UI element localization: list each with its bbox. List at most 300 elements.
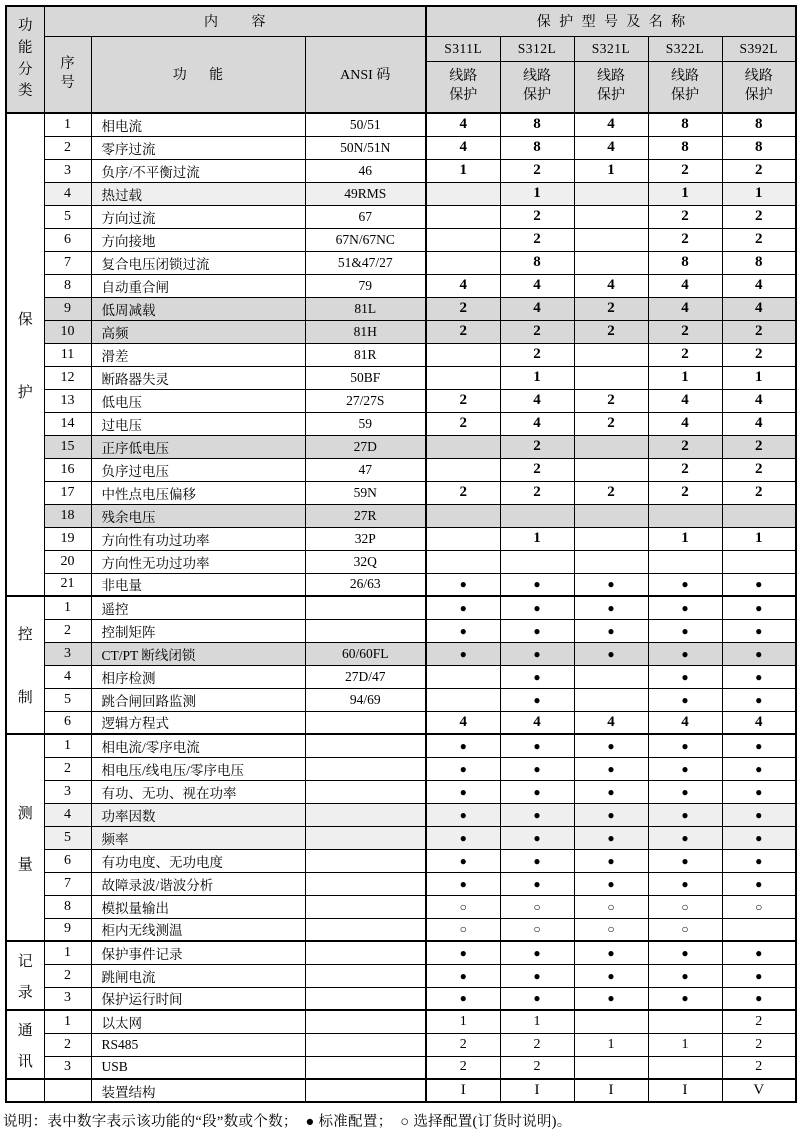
header-content [44,6,426,36]
ansi-code: 27D [305,435,426,458]
value-cell: 2 [426,389,500,412]
value-cell [648,1010,722,1033]
spec-table [5,5,797,1103]
value-cell: ● [648,619,722,642]
value-cell: ● [426,780,500,803]
ansi-code [305,918,426,941]
ansi-code: 59 [305,412,426,435]
value-cell: ● [574,941,648,964]
header-class-col [6,6,44,113]
value-cell: 4 [722,297,796,320]
ansi-code: 50/51 [305,113,426,136]
value-cell: ● [648,642,722,665]
section-label [6,113,44,596]
value-cell: ● [574,849,648,872]
function-name: 零序过流 [91,136,305,159]
row-number: 2 [44,1033,91,1056]
table-row [6,619,796,642]
value-cell: ● [722,734,796,757]
header-models-group [426,6,796,36]
table-row [6,941,796,964]
value-cell: 2 [648,159,722,182]
value-cell: ○ [500,895,574,918]
value-cell [648,550,722,573]
value-cell: ● [722,688,796,711]
value-cell: ● [500,642,574,665]
row-number: 5 [44,826,91,849]
seq-label: 序号 [60,55,75,92]
empty-ansi-cell [305,1079,426,1102]
structure-value: I [426,1079,500,1102]
value-cell: ● [722,826,796,849]
value-cell: 2 [500,205,574,228]
table-row [6,895,796,918]
value-cell: ● [574,826,648,849]
value-cell [574,182,648,205]
value-cell: 4 [426,274,500,297]
table-row [6,573,796,596]
table-row [6,826,796,849]
value-cell: 1 [722,527,796,550]
value-cell: ○ [500,918,574,941]
value-cell: 2 [500,1033,574,1056]
value-cell [426,665,500,688]
value-cell: 1 [426,1010,500,1033]
value-cell [722,918,796,941]
function-name: 断路器失灵 [91,366,305,389]
value-cell: 1 [574,159,648,182]
value-cell: ○ [426,895,500,918]
value-cell: 4 [648,297,722,320]
model-type-s322l: 线路保护 [648,61,722,113]
value-cell [426,251,500,274]
function-name: 自动重合闸 [91,274,305,297]
function-name: 方向接地 [91,228,305,251]
row-number: 4 [44,182,91,205]
ansi-code: 27R [305,504,426,527]
value-cell [426,504,500,527]
value-cell: 2 [648,435,722,458]
value-cell: ● [500,849,574,872]
value-cell: 1 [500,1010,574,1033]
row-number: 16 [44,458,91,481]
ansi-code: 67 [305,205,426,228]
value-cell: 4 [500,711,574,734]
function-name: 相电压/线电压/零序电压 [91,757,305,780]
value-cell: 2 [648,228,722,251]
function-name: 以太网 [91,1010,305,1033]
row-number: 18 [44,504,91,527]
function-name: 有功、无功、视在功率 [91,780,305,803]
value-cell: 2 [648,205,722,228]
function-name: RS485 [91,1033,305,1056]
value-cell: ● [648,665,722,688]
row-number: 6 [44,711,91,734]
function-name: 逻辑方程式 [91,711,305,734]
row-number: 3 [44,159,91,182]
func-label: 功能 [172,68,246,84]
function-name: USB [91,1056,305,1079]
function-name: 相电流 [91,113,305,136]
value-cell: 8 [648,113,722,136]
value-cell: 2 [426,1056,500,1079]
value-cell: 2 [722,320,796,343]
table-body [6,113,796,1102]
value-cell [574,1056,648,1079]
value-cell: ● [500,665,574,688]
value-cell: 4 [426,136,500,159]
value-cell: ● [426,734,500,757]
value-cell: ● [426,826,500,849]
model-type-s392l: 线路保护 [722,61,796,113]
value-cell: 2 [722,343,796,366]
value-cell: 2 [722,228,796,251]
value-cell: 1 [500,527,574,550]
value-cell: ● [500,734,574,757]
value-cell [426,228,500,251]
model-name-s322l: S322L [648,36,722,61]
ansi-code [305,826,426,849]
value-cell: 8 [722,113,796,136]
value-cell [426,458,500,481]
value-cell: 2 [574,320,648,343]
value-cell: ● [648,826,722,849]
function-name: 遥控 [91,596,305,619]
ansi-code: 59N [305,481,426,504]
value-cell: ● [722,619,796,642]
value-cell: ● [574,987,648,1010]
function-name: 跳闸电流 [91,964,305,987]
section-label [6,1010,44,1079]
table-row [6,297,796,320]
function-name: 残余电压 [91,504,305,527]
function-name: 低电压 [91,389,305,412]
table-row [6,711,796,734]
value-cell: 2 [722,481,796,504]
value-cell: 2 [500,1056,574,1079]
section-label [6,596,44,734]
value-cell: 1 [648,1033,722,1056]
value-cell: 2 [500,481,574,504]
table-row [6,688,796,711]
value-cell: 2 [426,1033,500,1056]
value-cell: 4 [648,389,722,412]
value-cell: 1 [574,1033,648,1056]
value-cell: 2 [648,481,722,504]
value-cell: 2 [648,320,722,343]
models-group-label: 保护型号及名称 [536,15,694,31]
value-cell: ○ [648,895,722,918]
value-cell: ● [500,872,574,895]
ansi-code: 49RMS [305,182,426,205]
value-cell: 2 [574,297,648,320]
value-cell: ● [722,780,796,803]
ansi-code: 81H [305,320,426,343]
function-name: 模拟量输出 [91,895,305,918]
value-cell: ● [500,780,574,803]
function-name: 高频 [91,320,305,343]
value-cell: 4 [574,274,648,297]
row-number: 10 [44,320,91,343]
value-cell [648,1056,722,1079]
ansi-code: 79 [305,274,426,297]
value-cell: ● [500,757,574,780]
value-cell: ● [426,941,500,964]
function-name: 低周减载 [91,297,305,320]
ansi-code: 46 [305,159,426,182]
function-name: 柜内无线测温 [91,918,305,941]
ansi-code [305,757,426,780]
value-cell: ● [648,941,722,964]
value-cell: 2 [722,1033,796,1056]
value-cell [574,504,648,527]
function-name: 负序/不平衡过流 [91,159,305,182]
value-cell: ● [574,619,648,642]
header-row-top [6,6,796,36]
content-label: 内容 [203,15,300,31]
value-cell: ● [648,757,722,780]
function-name: 过电压 [91,412,305,435]
value-cell: 8 [722,251,796,274]
value-cell: ● [426,872,500,895]
value-cell: 2 [426,412,500,435]
section-label-text: 记 录 [17,953,33,1001]
value-cell: ● [500,941,574,964]
value-cell: 2 [722,159,796,182]
section-label [6,941,44,1010]
value-cell: 4 [722,389,796,412]
value-cell: 4 [426,113,500,136]
value-cell [426,182,500,205]
section-label [6,734,44,941]
function-name: 频率 [91,826,305,849]
value-cell: ○ [722,895,796,918]
value-cell [426,343,500,366]
value-cell: 2 [574,412,648,435]
value-cell: ● [722,573,796,596]
value-cell: ● [648,573,722,596]
table-row [6,734,796,757]
row-number: 1 [44,596,91,619]
function-name: 复合电压闭锁过流 [91,251,305,274]
ansi-code [305,1010,426,1033]
table-row [6,458,796,481]
model-name-s312l: S312L [500,36,574,61]
table-row [6,665,796,688]
function-name: 非电量 [91,573,305,596]
value-cell: ● [722,941,796,964]
value-cell: 4 [500,297,574,320]
value-cell [574,688,648,711]
row-number: 2 [44,964,91,987]
section-label-text: 通 讯 [17,1022,33,1070]
value-cell: 1 [722,366,796,389]
value-cell: ● [574,757,648,780]
header-seq [44,36,91,113]
ansi-code [305,941,426,964]
value-cell: ● [500,619,574,642]
function-name: 方向性有功过功率 [91,527,305,550]
value-cell: 8 [648,251,722,274]
ansi-code: 51&47/27 [305,251,426,274]
ansi-code [305,711,426,734]
row-number: 7 [44,251,91,274]
value-cell [574,550,648,573]
table-row [6,849,796,872]
value-cell: 4 [500,389,574,412]
value-cell: 4 [722,711,796,734]
value-cell [722,504,796,527]
row-number: 14 [44,412,91,435]
value-cell: 2 [648,458,722,481]
model-name-s311l: S311L [426,36,500,61]
value-cell: 8 [722,136,796,159]
value-cell: 4 [722,274,796,297]
ansi-code [305,619,426,642]
ansi-code: 32P [305,527,426,550]
table-row [6,320,796,343]
value-cell: ● [426,596,500,619]
value-cell: ● [574,872,648,895]
table-row [6,389,796,412]
empty-class-cell [6,1079,44,1102]
table-row [6,757,796,780]
function-name: 相序检测 [91,665,305,688]
value-cell: ○ [426,918,500,941]
value-cell: 1 [426,159,500,182]
value-cell: ● [500,964,574,987]
row-number: 3 [44,1056,91,1079]
ansi-code: 26/63 [305,573,426,596]
model-name-s392l: S392L [722,36,796,61]
table-row [6,918,796,941]
function-name: 保护事件记录 [91,941,305,964]
value-cell: ● [574,964,648,987]
value-cell: ● [426,849,500,872]
structure-row [6,1079,796,1102]
row-number: 2 [44,136,91,159]
value-cell: ● [722,964,796,987]
model-type-s312l: 线路保护 [500,61,574,113]
value-cell: 4 [648,711,722,734]
value-cell [426,527,500,550]
ansi-code: 27/27S [305,389,426,412]
function-name: 方向性无功过功率 [91,550,305,573]
function-name: CT/PT 断线闭锁 [91,642,305,665]
table-row [6,435,796,458]
function-name: 正序低电压 [91,435,305,458]
function-name: 保护运行时间 [91,987,305,1010]
value-cell: 2 [500,458,574,481]
value-cell: ● [574,573,648,596]
table-row [6,987,796,1010]
value-cell: 2 [500,159,574,182]
row-number: 3 [44,987,91,1010]
value-cell [574,458,648,481]
row-number: 8 [44,274,91,297]
table-row [6,205,796,228]
value-cell: 4 [500,274,574,297]
value-cell: 2 [648,343,722,366]
ansi-code: 67N/67NC [305,228,426,251]
value-cell [574,251,648,274]
table-row [6,527,796,550]
value-cell: ○ [648,918,722,941]
value-cell: ● [574,803,648,826]
row-number: 17 [44,481,91,504]
header-row-models [6,36,796,61]
table-row [6,274,796,297]
section-label-text: 测 量 [17,805,33,873]
value-cell: ● [648,803,722,826]
row-number: 3 [44,780,91,803]
value-cell: ● [648,872,722,895]
function-name: 相电流/零序电流 [91,734,305,757]
function-name: 故障录波/谐波分析 [91,872,305,895]
value-cell: 2 [500,343,574,366]
table-row [6,159,796,182]
value-cell: 4 [500,412,574,435]
value-cell: 4 [574,711,648,734]
ansi-code [305,895,426,918]
table-row [6,872,796,895]
row-number: 21 [44,573,91,596]
ansi-code: 47 [305,458,426,481]
table-row [6,550,796,573]
value-cell: 4 [648,274,722,297]
value-cell [722,550,796,573]
value-cell: ● [426,642,500,665]
value-cell: 1 [648,182,722,205]
footnote: 说明：表中数字表示该功能的“段”数或个数； ● 标准配置； ○ 选择配置(订货时说明)。 [3,1114,572,1130]
value-cell: 2 [500,320,574,343]
function-name: 中性点电压偏移 [91,481,305,504]
table-row [6,803,796,826]
structure-value: I [500,1079,574,1102]
row-number: 6 [44,849,91,872]
ansi-code: 50N/51N [305,136,426,159]
model-type-s321l: 线路保护 [574,61,648,113]
row-number: 9 [44,918,91,941]
function-name: 有功电度、无功电度 [91,849,305,872]
ansi-code: 60/60FL [305,642,426,665]
function-name: 方向过流 [91,205,305,228]
ansi-code [305,1033,426,1056]
ansi-code: 27D/47 [305,665,426,688]
ansi-code: 81R [305,343,426,366]
value-cell: ● [426,757,500,780]
row-number: 1 [44,941,91,964]
function-name: 控制矩阵 [91,619,305,642]
value-cell: ● [426,619,500,642]
row-number: 3 [44,642,91,665]
value-cell [426,688,500,711]
ansi-code: 81L [305,297,426,320]
value-cell: ● [648,849,722,872]
function-name: 负序过电压 [91,458,305,481]
value-cell: 2 [722,458,796,481]
ansi-code [305,780,426,803]
ansi-code: 32Q [305,550,426,573]
table-row [6,228,796,251]
table-header [6,6,796,113]
value-cell: 1 [500,366,574,389]
value-cell: ● [648,688,722,711]
function-name: 跳合闸回路监测 [91,688,305,711]
ansi-code [305,964,426,987]
class-col-label: 功能分类 [18,18,33,100]
table-row [6,366,796,389]
